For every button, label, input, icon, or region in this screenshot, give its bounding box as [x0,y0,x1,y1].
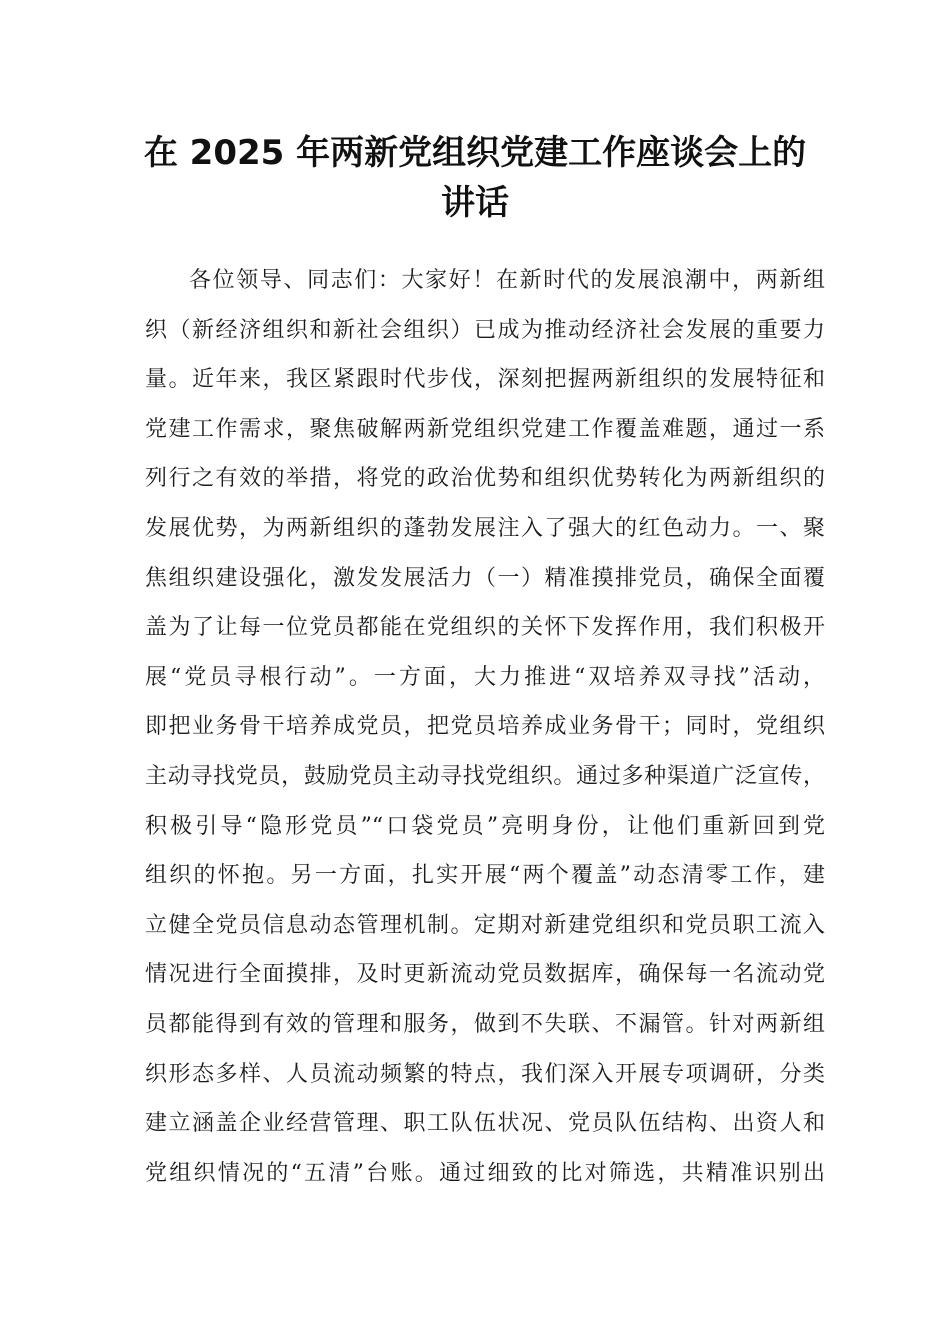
body-line: 即把业务骨干培养成党员，把党员培养成业务骨干；同时，党组织 [145,714,825,740]
body-line: 量。近年来，我区紧跟时代步伐，深刻把握两新组织的发展特征和 [145,367,825,393]
body-line: 织（新经济组织和新社会组织）已成为推动经济社会发展的重要力 [145,317,825,343]
document-title [140,128,810,228]
body-line: 展“党员寻根行动”。一方面，大力推进“双培养双寻找”活动， [145,664,825,690]
body-line: 员都能得到有效的管理和服务，做到不失联、不漏管。针对两新组 [145,1011,825,1037]
body-line: 列行之有效的举措，将党的政治优势和组织优势转化为两新组织的 [145,466,825,492]
body-line: 焦组织建设强化，激发发展活力（一）精准摸排党员，确保全面覆 [145,565,825,591]
body-line: 积极引导“隐形党员”“口袋党员”亮明身份，让他们重新回到党 [145,813,825,839]
body-line: 主动寻找党员，鼓励党员主动寻找党组织。通过多种渠道广泛宣传， [145,763,825,789]
body-line: 党建工作需求，聚焦破解两新党组织党建工作覆盖难题，通过一系 [145,416,825,442]
body-line: 情况进行全面摸排，及时更新流动党员数据库，确保每一名流动党 [145,962,825,988]
document-body [145,256,825,1198]
body-line: 发展优势，为两新组织的蓬勃发展注入了强大的红色动力。一、聚 [145,515,825,541]
title-line-2: 讲话 [441,183,509,223]
title-line-1: 在 2025 年两新党组织党建工作座谈会上的 [143,133,807,173]
body-line: 组织的怀抱。另一方面，扎实开展“两个覆盖”动态清零工作，建 [145,863,825,889]
body-line: 织形态多样、人员流动频繁的特点，我们深入开展专项调研，分类 [145,1061,825,1087]
body-line: 盖为了让每一位党员都能在党组织的关怀下发挥作用，我们积极开 [145,615,825,641]
body-line: 各位领导、同志们：大家好！在新时代的发展浪潮中，两新组 [189,268,825,293]
body-line: 党组织情况的“五清”台账。通过细致的比对筛选，共精准识别出 [145,1160,825,1186]
body-line: 建立涵盖企业经营管理、职工队伍状况、党员队伍结构、出资人和 [145,1111,825,1137]
body-line: 立健全党员信息动态管理机制。定期对新建党组织和党员职工流入 [145,912,825,938]
